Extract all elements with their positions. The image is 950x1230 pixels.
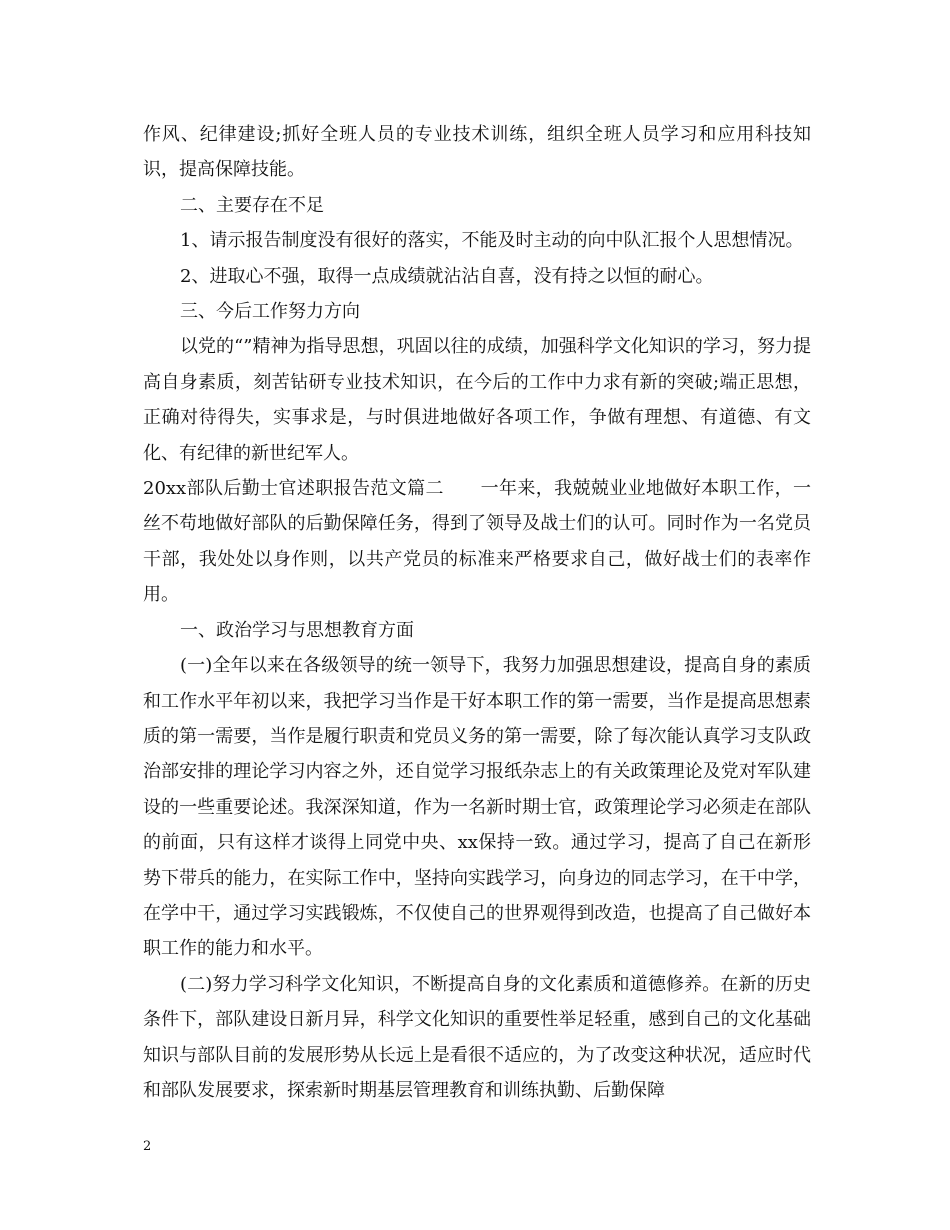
list-item: 1、请示报告制度没有很好的落实，不能及时主动的向中队汇报个人思想情况。 (180, 230, 804, 252)
section-heading-political-study: 一、政治学习与思想教育方面 (180, 619, 414, 641)
section-heading-future-direction: 三、今后工作努力方向 (180, 301, 360, 323)
page-number: 2 (143, 1139, 152, 1154)
paragraph: (二)努力学习科学文化知识，不断提高自身的文化素质和道德修养。在新的历史条件下，部队建设日新月异，科学文化知识的重要性举足轻重，感到自己的文化基础知识与部队目前的发展形势从长远上是看很不适应的，为了改变这种状况，适应时代和部队发展要求，探索新时期基层管理教育和训练执勤、后勤保障 (143, 973, 811, 1101)
list-item: 2、进取心不强，取得一点成绩就沾沾自喜，没有持之以恒的耐心。 (180, 265, 714, 287)
paragraph: 以党的“”精神为指导思想，巩固以往的成绩，加强科学文化知识的学习，努力提高自身素质，刻苦钻研专业技术知识，在今后的工作中力求有新的突破;端正思想，正确对待得失，实事求是，与时俱进地做好各项工作，争做有理想、有道德、有文化、有纪律的新世纪军人。 (143, 336, 811, 464)
paragraph-continuation: 作风、纪律建设;抓好全班人员的专业技术训练，组织全班人员学习和应用科技知识，提高保障技能。 (143, 124, 811, 181)
section-heading-shortcomings: 二、主要存在不足 (180, 194, 324, 216)
paragraph: (一)全年以来在各级领导的统一领导下，我努力加强思想建设，提高自身的素质和工作水平年初以来，我把学习当作是干好本职工作的第一需要，当作是提高思想素质的第一需要，当作是履行职责和党员义务的第一需要，除了每次能认真学习支队政治部安排的理论学习内容之外，还自觉学习报纸杂志上的有关政策理论及党对军队建设的一些重要论述。我深深知道，作为一名新时期士官，政策理论学习必须走在部队的前面，只有这样才谈得上同党中央、xx保持一致。通过学习，提高了自己在新形势下带兵的能力，在实际工作中，坚持向实践学习，向身边的同志学习，在干中学，在学中干，通过学习实践锻炼，不仅使自己的世界观得到改造，也提高了自己做好本职工作的能力和水平。 (143, 655, 811, 960)
document-body (143, 117, 811, 1108)
article-title-paragraph: 20xx部队后勤士官述职报告范文篇二 一年来，我兢兢业业地做好本职工作，一丝不苟地做好部队的后勤保障任务，得到了领导及战士们的认可。同时作为一名党员干部，我处处以身作则，以共产党员的标准来严格要求自己，做好战士们的表率作用。 (143, 478, 811, 606)
